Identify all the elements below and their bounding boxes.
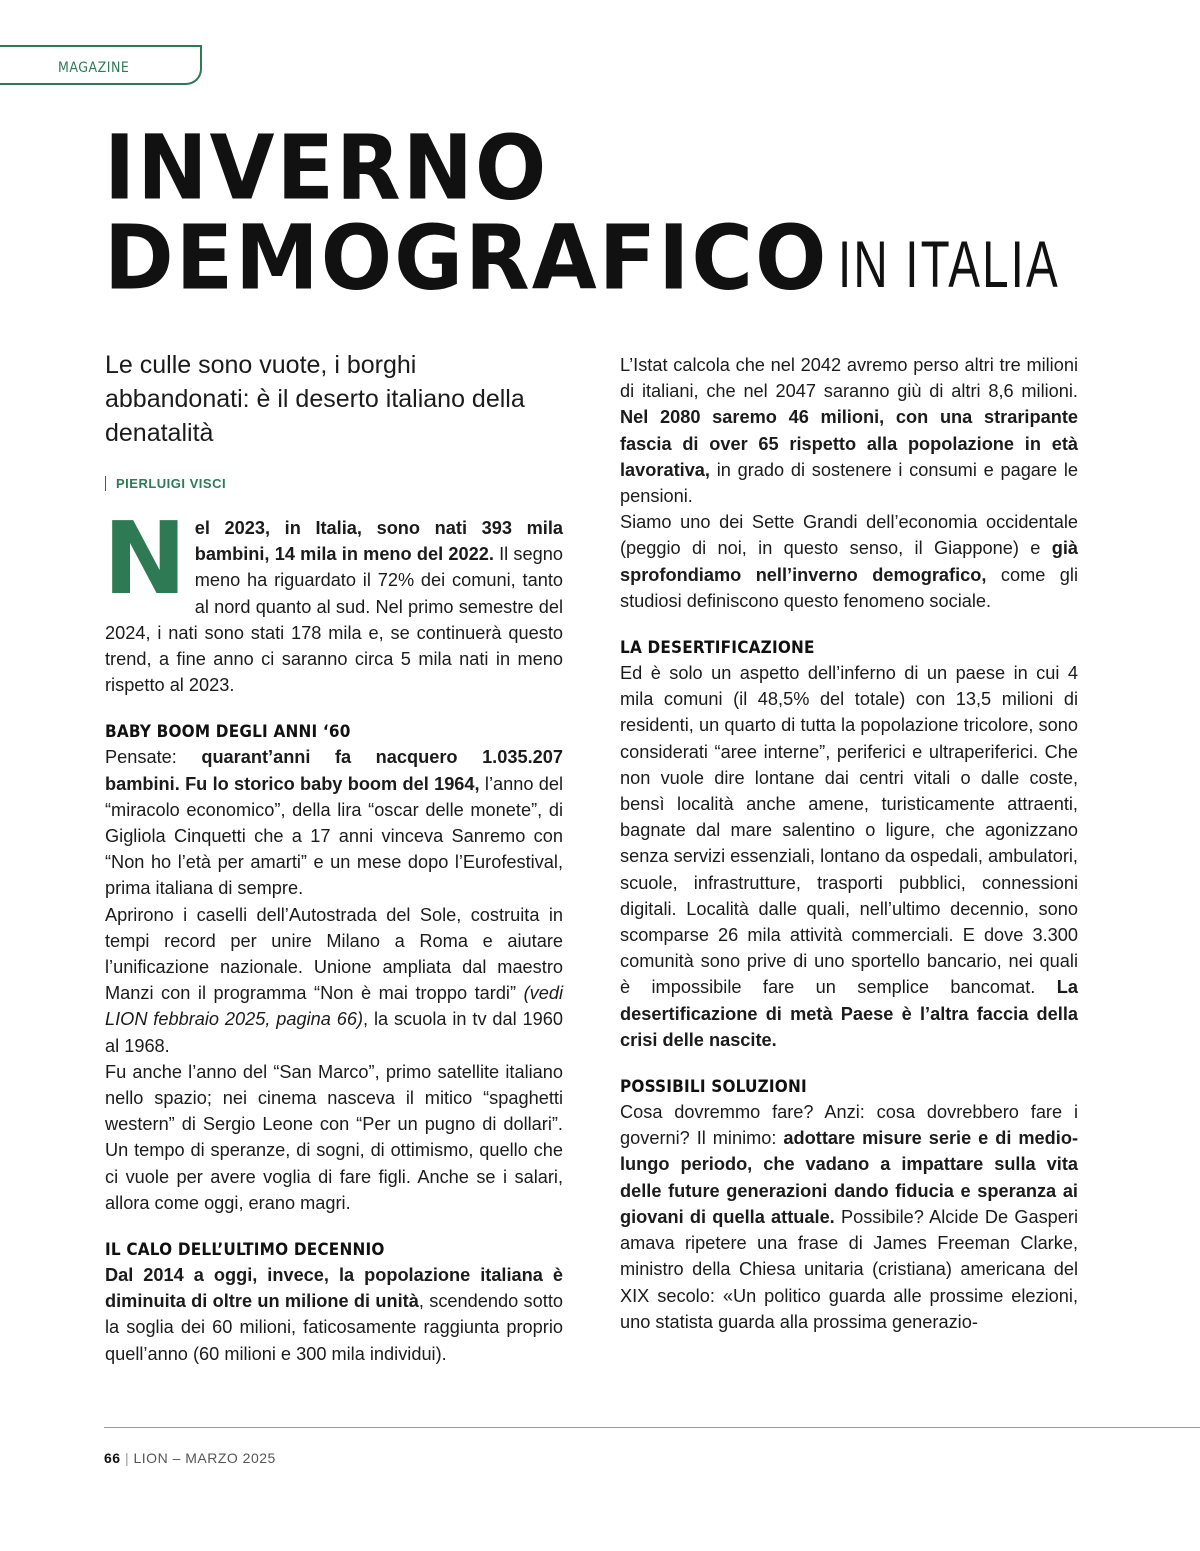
paragraph: L’Istat calcola che nel 2042 avremo perso altri tre milioni di italiani, che nel 2047 saranno giù di altri 8,6 milioni. Nel 2080 saremo 46 milioni, con una straripante fascia di over 65 rispetto alla popolazione in età lavorativa, in grado di sostenere i consumi e pagare le pensioni. <box>620 355 1078 507</box>
right-column <box>620 352 1078 1335</box>
author-byline: PIERLUIGI VISCI <box>105 476 563 491</box>
headline-suffix: IN ITALIA <box>838 227 1061 301</box>
headline-line-2: DEMOGRAFICO IN ITALIA <box>104 206 1061 310</box>
subheading-calo: IL CALO DELL’ULTIMO DECENNIO <box>105 1240 385 1261</box>
paragraph: Ed è solo un aspetto dell’inferno di un paese in cui 4 mila comuni (il 48,5% del totale) con 13,5 milioni di residenti, un quarto di tutta la popolazione tricolore, sono considerati “aree interne”, periferici e ultraperiferici. Che non vuole dire lontane dai centri vitali o dalle coste, bensì località anche amene, turisticamente attraenti, bagnate dal mare salentino o ligure, che agonizzano senza servizi essenziali, lontano da ospedali, ambulatori, scuole, infrastrutture, trasporti pubblici, connessioni digitali. Località dalle quali, nell’ultimo decennio, sono scomparse 26 mila attività commerciali. E dove 3.300 comunità sono prive di uno sportello bancario, nei quali è impossibile fare un semplice bancomat. La desertificazione di metà Paese è l’altra faccia della crisi delle nascite. <box>620 663 1078 1050</box>
left-column <box>105 340 563 1367</box>
footer: 66 | LION – MARZO 2025 <box>104 1450 276 1466</box>
drop-cap: N <box>103 500 187 617</box>
section-label: MAGAZINE <box>58 60 130 76</box>
article-subtitle: Le culle sono vuote, i borghi abbandonati: è il deserto italiano della denatalità <box>105 351 525 447</box>
paragraph: Pensate: quarant’anni fa nacquero 1.035.207 bambini. Fu lo storico baby boom del 1964, l’anno del “miracolo economico”, della lira “oscar delle monete”, di Gigliola Cinquetti che a 17 anni vinceva Sanremo con “Non ho l’età per amarti” e un mese dopo l’Eurofestival, prima italiana di sempre. <box>105 747 564 899</box>
issue-info: LION – MARZO 2025 <box>133 1450 276 1466</box>
paragraph: Fu anche l’anno del “San Marco”, primo satellite italiano nello spazio; nei cinema nasceva il mitico “spaghetti western” di Sergio Leone con “Per un pugno di dollari”. Un tempo di speranze, di sogni, di ottimismo, quello che ci vuole per avere voglia di fare figli. Anche se i salari, allora come oggi, erano magri. <box>105 1061 563 1213</box>
headline-line-1: INVERNO <box>104 116 549 220</box>
paragraph: Aprirono i caselli dell’Autostrada del Sole, costruita in tempi record per unire Milano a Roma e aiutare l’unificazione nazionale. Unione ampliata dal maestro Manzi con il programma “Non è mai troppo tardi” (vedi LION febbraio 2025, pagina 66), la scuola in tv dal 1960 al 1968. <box>105 904 563 1056</box>
paragraph: Dal 2014 a oggi, invece, la popolazione italiana è diminuita di oltre un milione di unità, scendendo sotto la soglia dei 60 milioni, faticosamente raggiunta proprio quell’anno (60 milioni e 300 mila individui). <box>105 1265 563 1364</box>
page-number: 66 <box>104 1450 121 1466</box>
section-tab <box>0 45 202 85</box>
footer-rule <box>104 1427 1200 1428</box>
subheading-baby-boom: BABY BOOM DEGLI ANNI ‘60 <box>105 722 351 743</box>
subheading-desertificazione: LA DESERTIFICAZIONE <box>620 638 815 659</box>
intro-paragraph: Nel 2023, in Italia, sono nati 393 mila bambini, 14 mila in meno del 2022. Il segno meno ha riguardato il 72% dei comuni, tanto al nord quanto al sud. Nel primo semestre del 2024, i nati sono stati 178 mila e, se continuerà questo trend, a fine anno ci saranno circa 5 mila nati in meno rispetto al 2023. <box>103 500 563 696</box>
paragraph: Cosa dovremmo fare? Anzi: cosa dovrebbero fare i governi? Il minimo: adottare misure serie e di medio-lungo periodo, che vadano a impattare sulla vita delle future generazioni dando fiducia e speranza ai giovani di quella attuale. Possibile? Alcide De Gasperi amava ripetere una frase di James Freeman Clarke, ministro della Chiesa unitaria (cristiana) americana del XIX secolo: «Un politico guarda alle prossime elezioni, uno statista guarda alla prossima generazio- <box>620 1102 1078 1332</box>
subheading-soluzioni: POSSIBILI SOLUZIONI <box>620 1077 807 1098</box>
paragraph: Siamo uno dei Sette Grandi dell’economia occidentale (peggio di noi, in questo senso, il Giappone) e già sprofondiamo nell’inverno demografico, come gli studiosi definiscono questo fenomeno sociale. <box>620 512 1078 611</box>
